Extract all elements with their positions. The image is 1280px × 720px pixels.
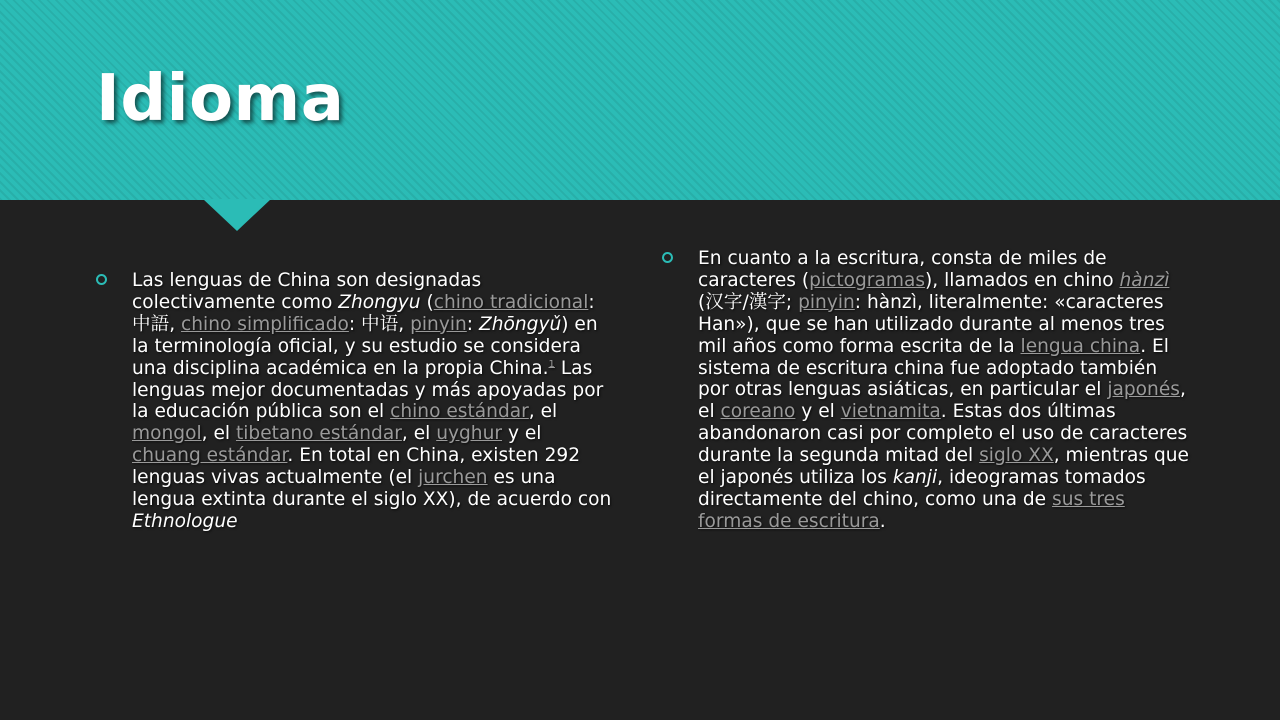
- left-column: [96, 270, 616, 533]
- text-run: :: [466, 313, 479, 335]
- text-run: es una lengua extinta durante el siglo XX), de acuerdo con: [132, 467, 612, 511]
- text-run: Las lenguas mejor documentadas y más apoyadas por la educación pública son el: [132, 357, 604, 423]
- link-pinyin[interactable]: pinyin: [798, 291, 855, 313]
- left-paragraph: [96, 270, 616, 533]
- text-run: , el: [698, 379, 1186, 423]
- text-run-italic: kanji: [892, 467, 938, 489]
- link-uyghur[interactable]: uyghur: [436, 423, 503, 445]
- text-run: y el: [795, 401, 841, 423]
- link-japones[interactable]: japonés: [1107, 379, 1180, 401]
- text-run: : hànzì, literalmente: «caracteres Han»), que se han utilizado durante al menos tres mil años como forma escrita de la: [698, 291, 1165, 357]
- link-jurchen[interactable]: jurchen: [418, 467, 488, 489]
- text-run: : 中語,: [132, 291, 595, 335]
- link-siglo-xx[interactable]: siglo XX: [979, 445, 1054, 467]
- bullet-ring-icon: [96, 274, 107, 285]
- text-run: . En total en China, existen 292 lenguas vivas actualmente (el: [132, 445, 581, 489]
- text-run-italic: Zhōngyǔ: [478, 313, 562, 335]
- text-run: , ideogramas tomados directamente del chino, como una de: [698, 467, 1146, 510]
- link-coreano[interactable]: coreano: [720, 401, 796, 423]
- text-run: : 中语,: [348, 313, 411, 335]
- text-run: . Estas dos últimas abandonaron casi por completo el uso de caracteres durante la segunda mitad del: [698, 401, 1188, 467]
- text-run-italic: Zhongyu: [338, 291, 421, 313]
- text-run: , el: [201, 423, 236, 445]
- text-run-italic: Ethnologue: [132, 510, 238, 532]
- text-run: ) en la terminología oficial, y su estudio se considera una disciplina académica en la propia China.: [132, 313, 598, 379]
- banner-notch: [203, 199, 271, 231]
- link-lengua-china[interactable]: lengua china: [1020, 335, 1141, 357]
- link-tibetano-estandar[interactable]: tibetano estándar: [235, 423, 402, 445]
- slide-title: Idioma: [96, 62, 345, 136]
- text-run: En cuanto a la escritura, consta de miles de caracteres (: [698, 248, 1107, 291]
- text-run: , mientras que el japonés utiliza los: [698, 445, 1189, 489]
- link-vietnamita[interactable]: vietnamita: [840, 401, 941, 423]
- text-run: (: [420, 291, 434, 313]
- text-run: , el: [528, 401, 558, 423]
- right-paragraph: [662, 248, 1190, 533]
- link-chino-simplificado[interactable]: chino simplificado: [181, 313, 349, 335]
- text-run: ), llamados en chino: [925, 269, 1120, 291]
- text-run: y el: [502, 423, 542, 445]
- link-pinyin[interactable]: pinyin: [410, 313, 467, 335]
- link-chino-estandar[interactable]: chino estándar: [390, 401, 529, 423]
- right-column: [662, 248, 1190, 533]
- text-run: (汉字/漢字;: [698, 291, 799, 313]
- link-pictogramas[interactable]: pictogramas: [809, 269, 926, 291]
- text-run: .: [879, 510, 886, 532]
- link-mongol[interactable]: mongol: [132, 423, 202, 445]
- text-run: , el: [401, 423, 437, 445]
- link-hanzi[interactable]: [1120, 270, 1170, 291]
- link-hanzi-text: hànzì: [1119, 269, 1170, 291]
- bullet-ring-icon: [662, 252, 673, 263]
- title-banner: [0, 0, 1280, 200]
- link-chuang-estandar[interactable]: chuang estándar: [132, 445, 288, 467]
- link-sus-tres-formas-de-escritura[interactable]: sus tres formas de escritura: [698, 488, 1125, 532]
- link-chino-tradicional[interactable]: chino tradicional: [433, 291, 589, 313]
- text-run: Las lenguas de China son designadas colectivamente como: [132, 270, 482, 313]
- text-run: . El sistema de escritura china fue adoptado también por otras lenguas asiáticas, en particular el: [698, 335, 1169, 401]
- footnote-ref-link[interactable]: 1: [548, 358, 555, 370]
